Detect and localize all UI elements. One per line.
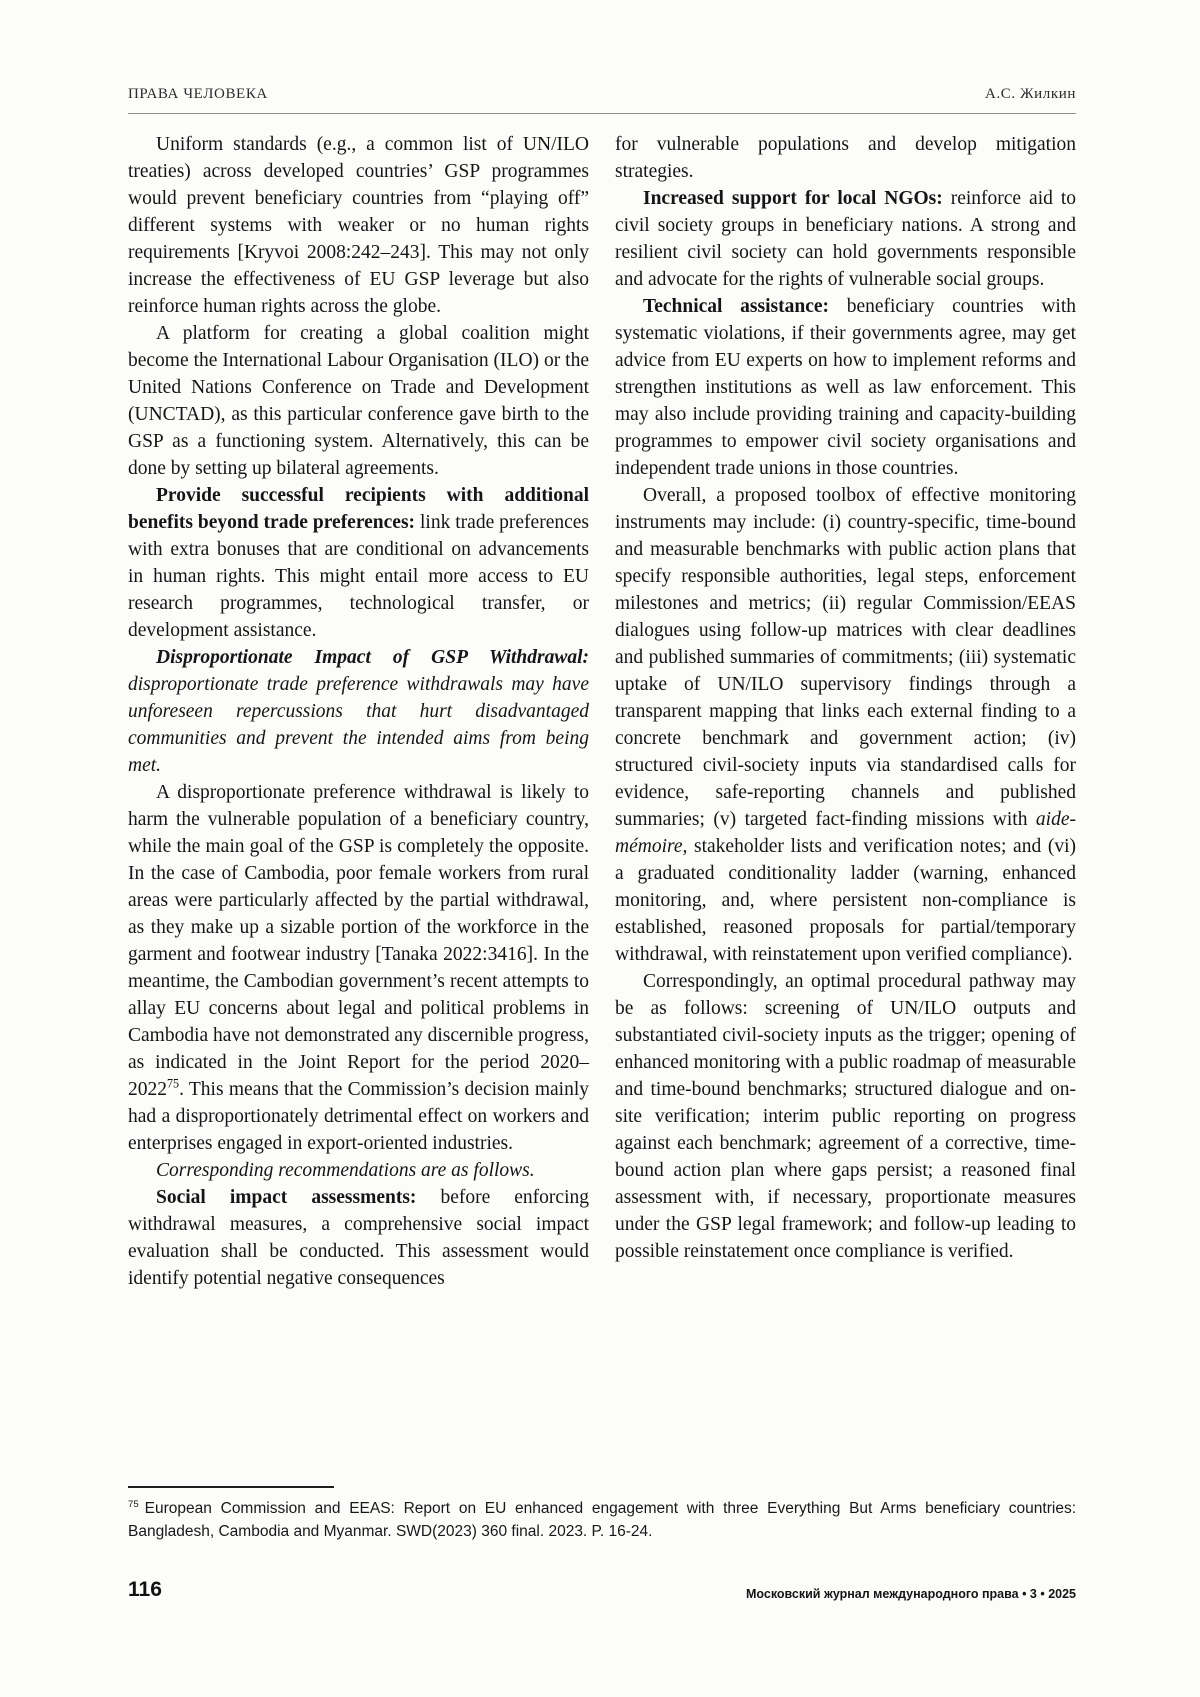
paragraph: A platform for creating a global coalition might become the International Labour Organisation (ILO) or the United Nations Conference on Trade and Development (UNCTAD), as this particular conference gave birth to the GSP as a functioning system. Alternatively, this can be done by setting up bilateral agreements. [128,323,589,479]
page-number: 116 [128,1578,162,1601]
paragraph: Increased support for local NGOs: reinforce aid to civil society groups in beneficiary nations. A strong and resilient civil society can hold governments responsible and advocate for the rights of vulnerable social groups. [615,188,1076,290]
body-columns [128,131,1076,1292]
paragraph: Provide successful recipients with additional benefits beyond trade preferences: link trade preferences with extra bonuses that are conditional on advancements in human rights. This might entail more access to EU research programmes, technological transfer, or development assistance. [128,485,590,641]
journal-line: Московский журнал международного права • 3 • 2025 [745,1587,1076,1601]
paragraph: Disproportionate Impact of GSP Withdrawal: disproportionate trade preference withdrawals may have unforeseen repercussions that hurt disadvantaged communities and prevent the intended aims from being met. [128,647,589,776]
paragraph: A disproportionate preference withdrawal is likely to harm the vulnerable population of a beneficiary country, while the main goal of the GSP is completely the opposite. In the case of Cambodia, poor female workers from rural areas were particularly affected by the partial withdrawal, as they make up a sizable portion of the workforce in the garment and footwear industry [Tanaka 2022:3416]. In the meantime, the Cambodian government’s recent attempts to allay EU concerns about legal and political problems in Cambodia have not demonstrated any discernible progress, as indicated in the Joint Report for the period 2020–2022$^{75}$. This means that the Commission’s decision mainly had a disproportionately detrimental effect on workers and enterprises engaged in export-oriented industries. [128,782,589,1154]
footnote-reference: 75 [167,1076,180,1091]
paragraph: Social impact assessments: before enforcing withdrawal measures, a comprehensive social impact evaluation shall be conducted. This assessment would identify potential negative consequences [128,1187,589,1289]
running-header-section: ПРАВА ЧЕЛОВЕКА [128,86,268,102]
header-rule [128,113,1076,114]
footnote-text: European Commission and EEAS: Report on EU enhanced engagement with three Everything But Arms beneficiary countries: Bangladesh, Cambodia and Myanmar. SWD(2023) 360 final. 2023. P. 16-24. [128,1500,1076,1540]
paragraph: Overall, a proposed toolbox of effective monitoring instruments may include: (i) country-specific, time-bound and measurable benchmarks with public action plans that specify responsible authorities, legal steps, enforcement milestones and metrics; (ii) regular Commission/EEAS dialogues using follow-up matrices with clear deadlines and published summaries of commitments; (iii) systematic uptake of UN/ILO supervisory findings through a transparent mapping that links each external finding to a concrete benchmark and government action; (iv) structured civil-society inputs via standardised calls for evidence, safe-reporting channels and published summaries; (v) targeted fact-finding missions with aide-mémoire, stakeholder lists and verification notes; and (vi) a graduated conditionality ladder (warning, enhanced monitoring, and, where persistent non-compliance is established, reasoned proposals for partial/temporary withdrawal, with reinstatement upon verified compliance). [615,485,1076,965]
paragraph: Uniform standards (e.g., a common list of UN/ILO treaties) across developed countries’ GSP programmes would prevent beneficiary countries from “playing off” different systems with weaker or no human rights requirements [Kryvoi 2008:242–243]. This may not only increase the effectiveness of EU GSP leverage but also reinforce human rights across the globe. [128,134,589,317]
right-column [615,131,1076,1292]
running-header-author: А.С. Жилкин [985,86,1076,102]
paragraph: Technical assistance: beneficiary countries with systematic violations, if their governments agree, may get advice from EU experts on how to implement reforms and strengthen institutions as well as law enforcement. This may also include providing training and capacity-building programmes to empower civil society organisations and independent trade unions in those countries. [615,296,1076,479]
footnote [128,1497,1076,1543]
paragraph: for vulnerable populations and develop mitigation strategies. [615,134,1076,182]
paragraph: Correspondingly, an optimal procedural pathway may be as follows: screening of UN/ILO outputs and substantiated civil-society inputs as the trigger; opening of enhanced monitoring with a public roadmap of measurable and time-bound benchmarks; structured dialogue and on-site verification; interim public reporting on progress against each benchmark; agreement of a corrective, time-bound action plan where gaps persist; a reasoned final assessment with, if necessary, proportionate measures under the GSP legal framework; and follow-up leading to possible reinstatement once compliance is verified. [615,971,1076,1262]
paragraph: Corresponding recommendations are as follows. [156,1160,535,1181]
left-column [128,131,589,1292]
footnote-separator [128,1486,334,1488]
running-header [128,86,1076,103]
footnote-marker: 75 [128,1498,139,1510]
